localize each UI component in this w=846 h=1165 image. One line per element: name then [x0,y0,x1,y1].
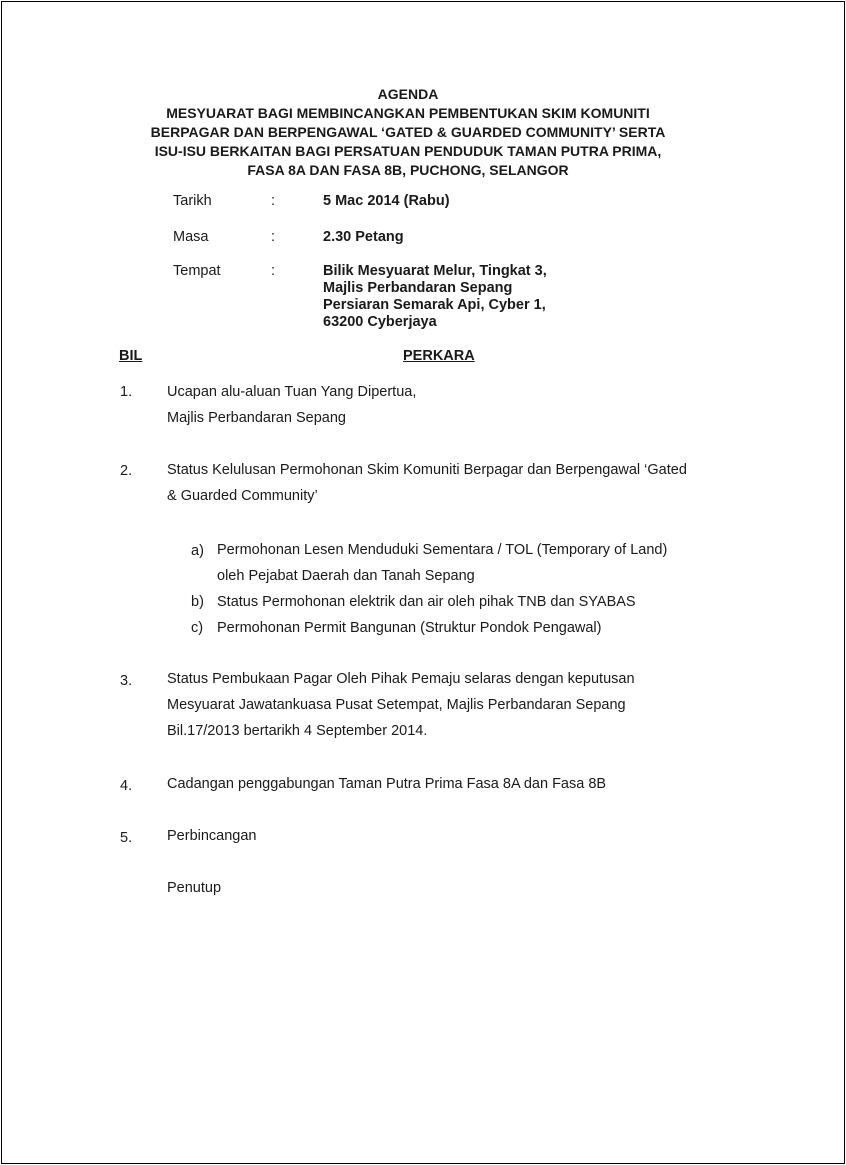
agenda-title: AGENDA [377,86,439,102]
meeting-title-line-4: FASA 8A DAN FASA 8B, PUCHONG, SELANGOR [247,162,569,178]
date-value: 5 Mac 2014 (Rabu) [323,193,450,209]
subitem-text [217,537,667,589]
subitem-line: oleh Pejabat Daerah dan Tanah Sepang [217,568,475,584]
meeting-title-line-1: MESYUARAT BAGI MEMBINCANGKAN PEMBENTUKAN SKIM KOMUNITI [166,105,650,121]
item-number: 3. [120,673,133,689]
item-text [167,666,635,744]
item-line: Status Pembukaan Pagar Oleh Pihak Pemaju selaras dengan keputusan [167,671,635,687]
meeting-title-line-2: BERPAGAR DAN BERPENGAWAL ‘GATED & GUARDED COMMUNITY’ SERTA [150,124,666,140]
item-line: Mesyuarat Jawatankuasa Pusat Setempat, Majlis Perbandaran Sepang [167,697,626,713]
subitem-line: Permohonan Lesen Menduduki Sementara / TOL (Temporary of Land) [217,542,668,558]
item-number: 4. [120,778,133,794]
time-label: Masa [173,229,209,245]
item-line: Ucapan alu-aluan Tuan Yang Dipertua, [167,384,417,400]
item-text [167,823,257,849]
item-line: Status Kelulusan Permohonan Skim Komuniti Berpagar dan Berpengawal ‘Gated [167,462,687,478]
item-number: 1. [120,384,133,400]
item-number: 2. [120,463,133,479]
subitem-line: Permohonan Permit Bangunan (Struktur Pondok Pengawal) [217,620,602,636]
venue-line-1: Bilik Mesyuarat Melur, Tingkat 3, [323,263,547,279]
date-colon: : [271,193,276,209]
date-label: Tarikh [173,193,212,209]
time-value: 2.30 Petang [323,229,404,245]
item-line: & Guarded Community’ [167,488,318,504]
item-text [167,457,687,509]
document-page [1,1,845,1164]
item-line: Bil.17/2013 bertarikh 4 September 2014. [167,723,428,739]
item-line: Cadangan penggabungan Taman Putra Prima Fasa 8A dan Fasa 8B [167,776,607,792]
item-text [167,379,416,431]
subitem-line: Status Permohonan elektrik dan air oleh pihak TNB dan SYABAS [217,594,636,610]
item-line: Perbincangan [167,828,257,844]
item-line: Majlis Perbandaran Sepang [167,410,346,426]
item-number: 5. [120,830,133,846]
column-header-bil: BIL [119,348,143,364]
venue-colon: : [271,263,276,279]
subitem-text [217,589,636,615]
subitem-letter: b) [191,594,204,610]
column-header-perkara: PERKARA [403,348,475,364]
subitem-letter: c) [191,620,204,636]
subitem-letter: a) [191,543,204,559]
item-text [167,771,606,797]
time-colon: : [271,229,276,245]
venue-line-3: Persiaran Semarak Api, Cyber 1, [323,297,546,313]
subitem-text [217,615,601,641]
venue-line-4: 63200 Cyberjaya [323,314,437,330]
meeting-title-line-3: ISU-ISU BERKAITAN BAGI PERSATUAN PENDUDUK TAMAN PUTRA PRIMA, [154,143,662,159]
venue-label: Tempat [173,263,221,279]
agenda-title-block [2,85,814,180]
closing-text: Penutup [167,880,222,896]
venue-line-2: Majlis Perbandaran Sepang [323,280,513,296]
